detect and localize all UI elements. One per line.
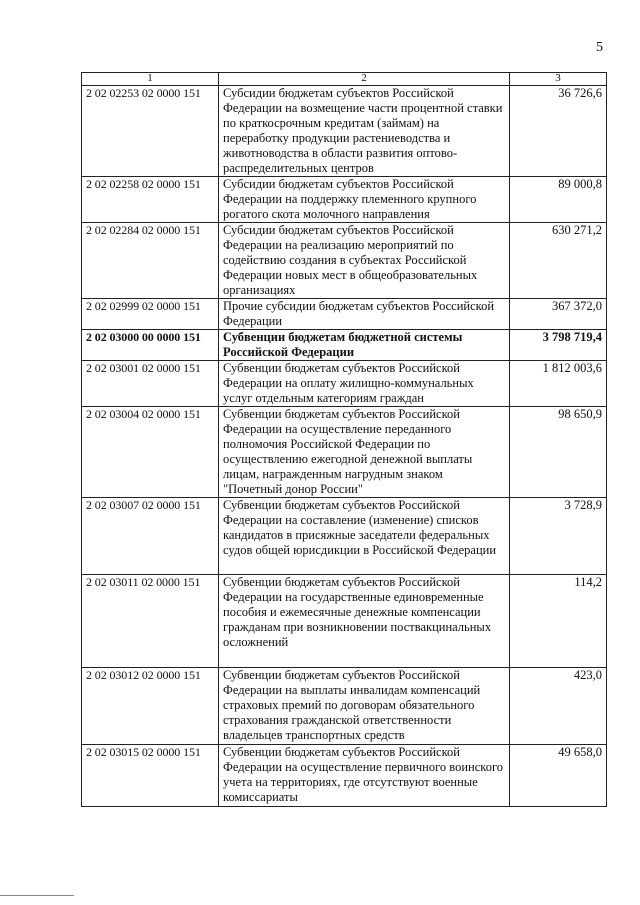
row-code: 2 02 02284 02 0000 151 <box>82 223 219 299</box>
table-header-row <box>82 73 607 86</box>
budget-table <box>81 72 607 807</box>
table-row <box>82 223 607 299</box>
row-amount: 630 271,2 <box>510 223 607 299</box>
row-name: Субвенции бюджетам субъектов Российской Федерации на осуществление переданного полномочия Российской Федерации по осуществлению ежегодной денежной выплаты лицам, награжденным нагрудным знаком "Почетный донор России" <box>219 407 510 498</box>
row-name: Субсидии бюджетам субъектов Российской Федерации на возмещение части процентной ставки по краткосрочным кредитам (займам) на переработку продукции растениеводства и животноводства в области развития оптово-распределительных центров <box>219 86 510 177</box>
page-number: 5 <box>596 40 603 55</box>
table-row <box>82 668 607 745</box>
row-code: 2 02 02258 02 0000 151 <box>82 177 219 223</box>
table-row <box>82 575 607 668</box>
row-code: 2 02 03015 02 0000 151 <box>82 745 219 807</box>
row-amount: 114,2 <box>510 575 607 668</box>
row-amount: 1 812 003,6 <box>510 361 607 407</box>
table-row <box>82 407 607 498</box>
row-name: Субсидии бюджетам субъектов Российской Федерации на реализацию мероприятий по содействию создания в субъектах Российской Федерации новых мест в общеобразовательных организациях <box>219 223 510 299</box>
row-amount: 49 658,0 <box>510 745 607 807</box>
row-amount: 36 726,6 <box>510 86 607 177</box>
row-code: 2 02 03001 02 0000 151 <box>82 361 219 407</box>
row-code: 2 02 03004 02 0000 151 <box>82 407 219 498</box>
row-amount: 98 650,9 <box>510 407 607 498</box>
row-name: Прочие субсидии бюджетам субъектов Российской Федерации <box>219 299 510 330</box>
column-header-amount: 3 <box>510 73 607 86</box>
row-name: Субсидии бюджетам субъектов Российской Федерации на поддержку племенного крупного рогатого скота молочного направления <box>219 177 510 223</box>
row-code: 2 02 03012 02 0000 151 <box>82 668 219 745</box>
row-amount: 89 000,8 <box>510 177 607 223</box>
row-amount: 3 728,9 <box>510 498 607 575</box>
table-row <box>82 498 607 575</box>
table-row <box>82 361 607 407</box>
row-name: Субвенции бюджетам субъектов Российской Федерации на выплаты инвалидам компенсаций страховых премий по договорам обязательного страхования гражданской ответственности владельцев транспортных средств <box>219 668 510 745</box>
row-name: Субвенции бюджетам субъектов Российской Федерации на оплату жилищно-коммунальных услуг отдельным категориям граждан <box>219 361 510 407</box>
column-header-code: 1 <box>82 73 219 86</box>
row-amount: 367 372,0 <box>510 299 607 330</box>
table-row-section-total <box>82 330 607 361</box>
row-amount: 423,0 <box>510 668 607 745</box>
table-row <box>82 745 607 807</box>
row-code: 2 02 02253 02 0000 151 <box>82 86 219 177</box>
table-row <box>82 299 607 330</box>
scan-edge-line <box>0 895 74 896</box>
row-name: Субвенции бюджетам субъектов Российской Федерации на составление (изменение) списков кандидатов в присяжные заседатели федеральных судов общей юрисдикции в Российской Федерации <box>219 498 510 575</box>
row-name: Субвенции бюджетам бюджетной системы Российской Федерации <box>219 330 510 361</box>
row-amount: 3 798 719,4 <box>510 330 607 361</box>
row-name: Субвенции бюджетам субъектов Российской Федерации на государственные единовременные пособия и ежемесячные денежные компенсации гражданам при возникновении поствакцинальных осложнений <box>219 575 510 668</box>
row-code: 2 02 03000 00 0000 151 <box>82 330 219 361</box>
row-code: 2 02 03011 02 0000 151 <box>82 575 219 668</box>
table-row <box>82 86 607 177</box>
column-header-name: 2 <box>219 73 510 86</box>
row-name: Субвенции бюджетам субъектов Российской Федерации на осуществление первичного воинского учета на территориях, где отсутствуют военные комиссариаты <box>219 745 510 807</box>
table-row <box>82 177 607 223</box>
row-code: 2 02 02999 02 0000 151 <box>82 299 219 330</box>
row-code: 2 02 03007 02 0000 151 <box>82 498 219 575</box>
